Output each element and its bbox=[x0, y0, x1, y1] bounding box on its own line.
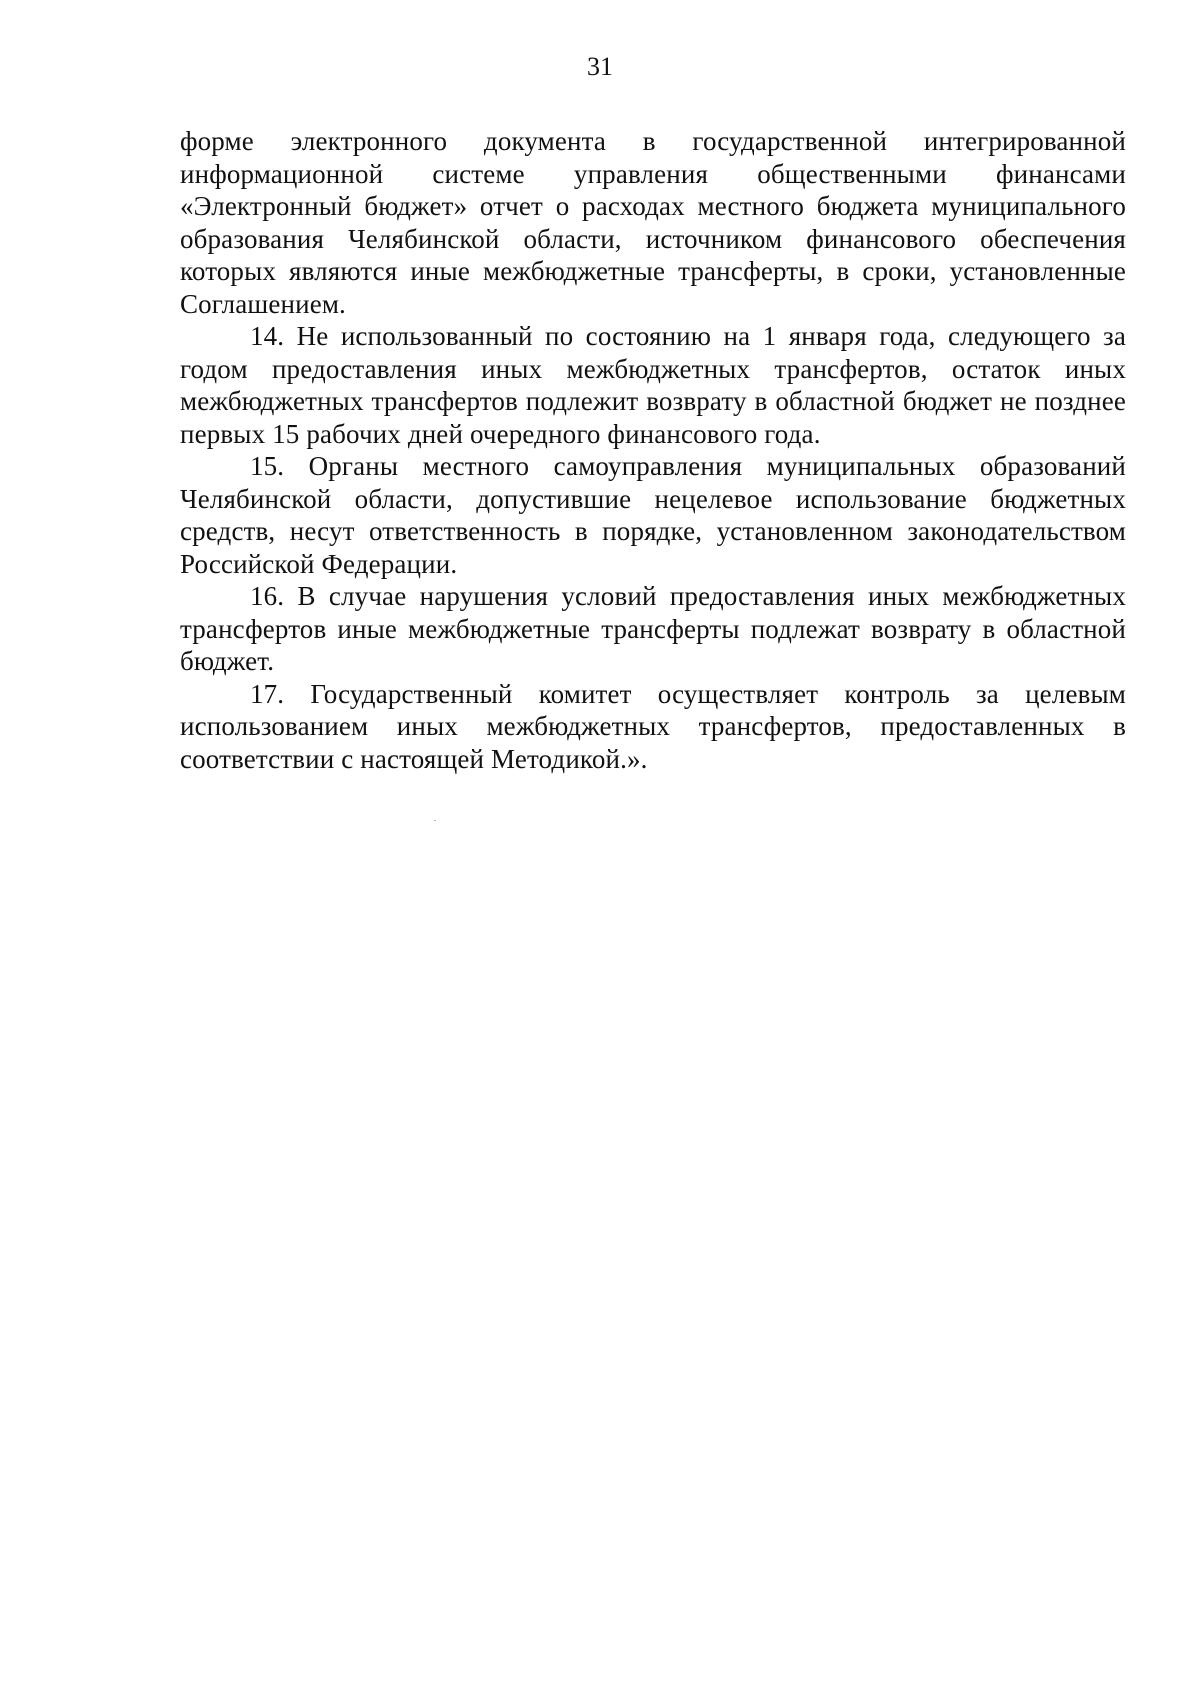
paragraph-item-17: 17. Государственный комитет осуществляет контроль за целевым использованием иных межбюджетных трансфертов, предоставленных в соответствии с настоящей Методикой.». bbox=[180, 678, 1126, 774]
scan-speck bbox=[434, 820, 436, 821]
paragraph-item-14: 14. Не использованный по состоянию на 1 января года, следующего за годом предоставления иных межбюджетных трансфертов, остаток иных межбюджетных трансфертов подлежит возврату в областной бюджет не позднее первых 15 рабочих дней очередного финансового года. bbox=[180, 321, 1126, 449]
paragraph-item-16: 16. В случае нарушения условий предоставления иных межбюджетных трансфертов иные межбюджетные трансферты подлежат возврату в областной бюджет. bbox=[180, 581, 1126, 676]
document-body bbox=[180, 125, 1126, 775]
paragraph-continuation: форме электронного документа в государственной интегрированной информационной системе управления общественными финансами «Электронный бюджет» отчет о расходах местного бюджета муниципального образования Челябинской области, источником финансового обеспечения которых являются иные межбюджетные трансферты, в сроки, установленные Соглашением. bbox=[180, 126, 1126, 319]
paragraph-item-15: 15. Органы местного самоуправления муниципальных образований Челябинской области, допустившие нецелевое использование бюджетных средств, несут ответственность в порядке, установленном законодательством Российской Федерации. bbox=[180, 451, 1126, 579]
page-number: 31 bbox=[587, 52, 613, 81]
